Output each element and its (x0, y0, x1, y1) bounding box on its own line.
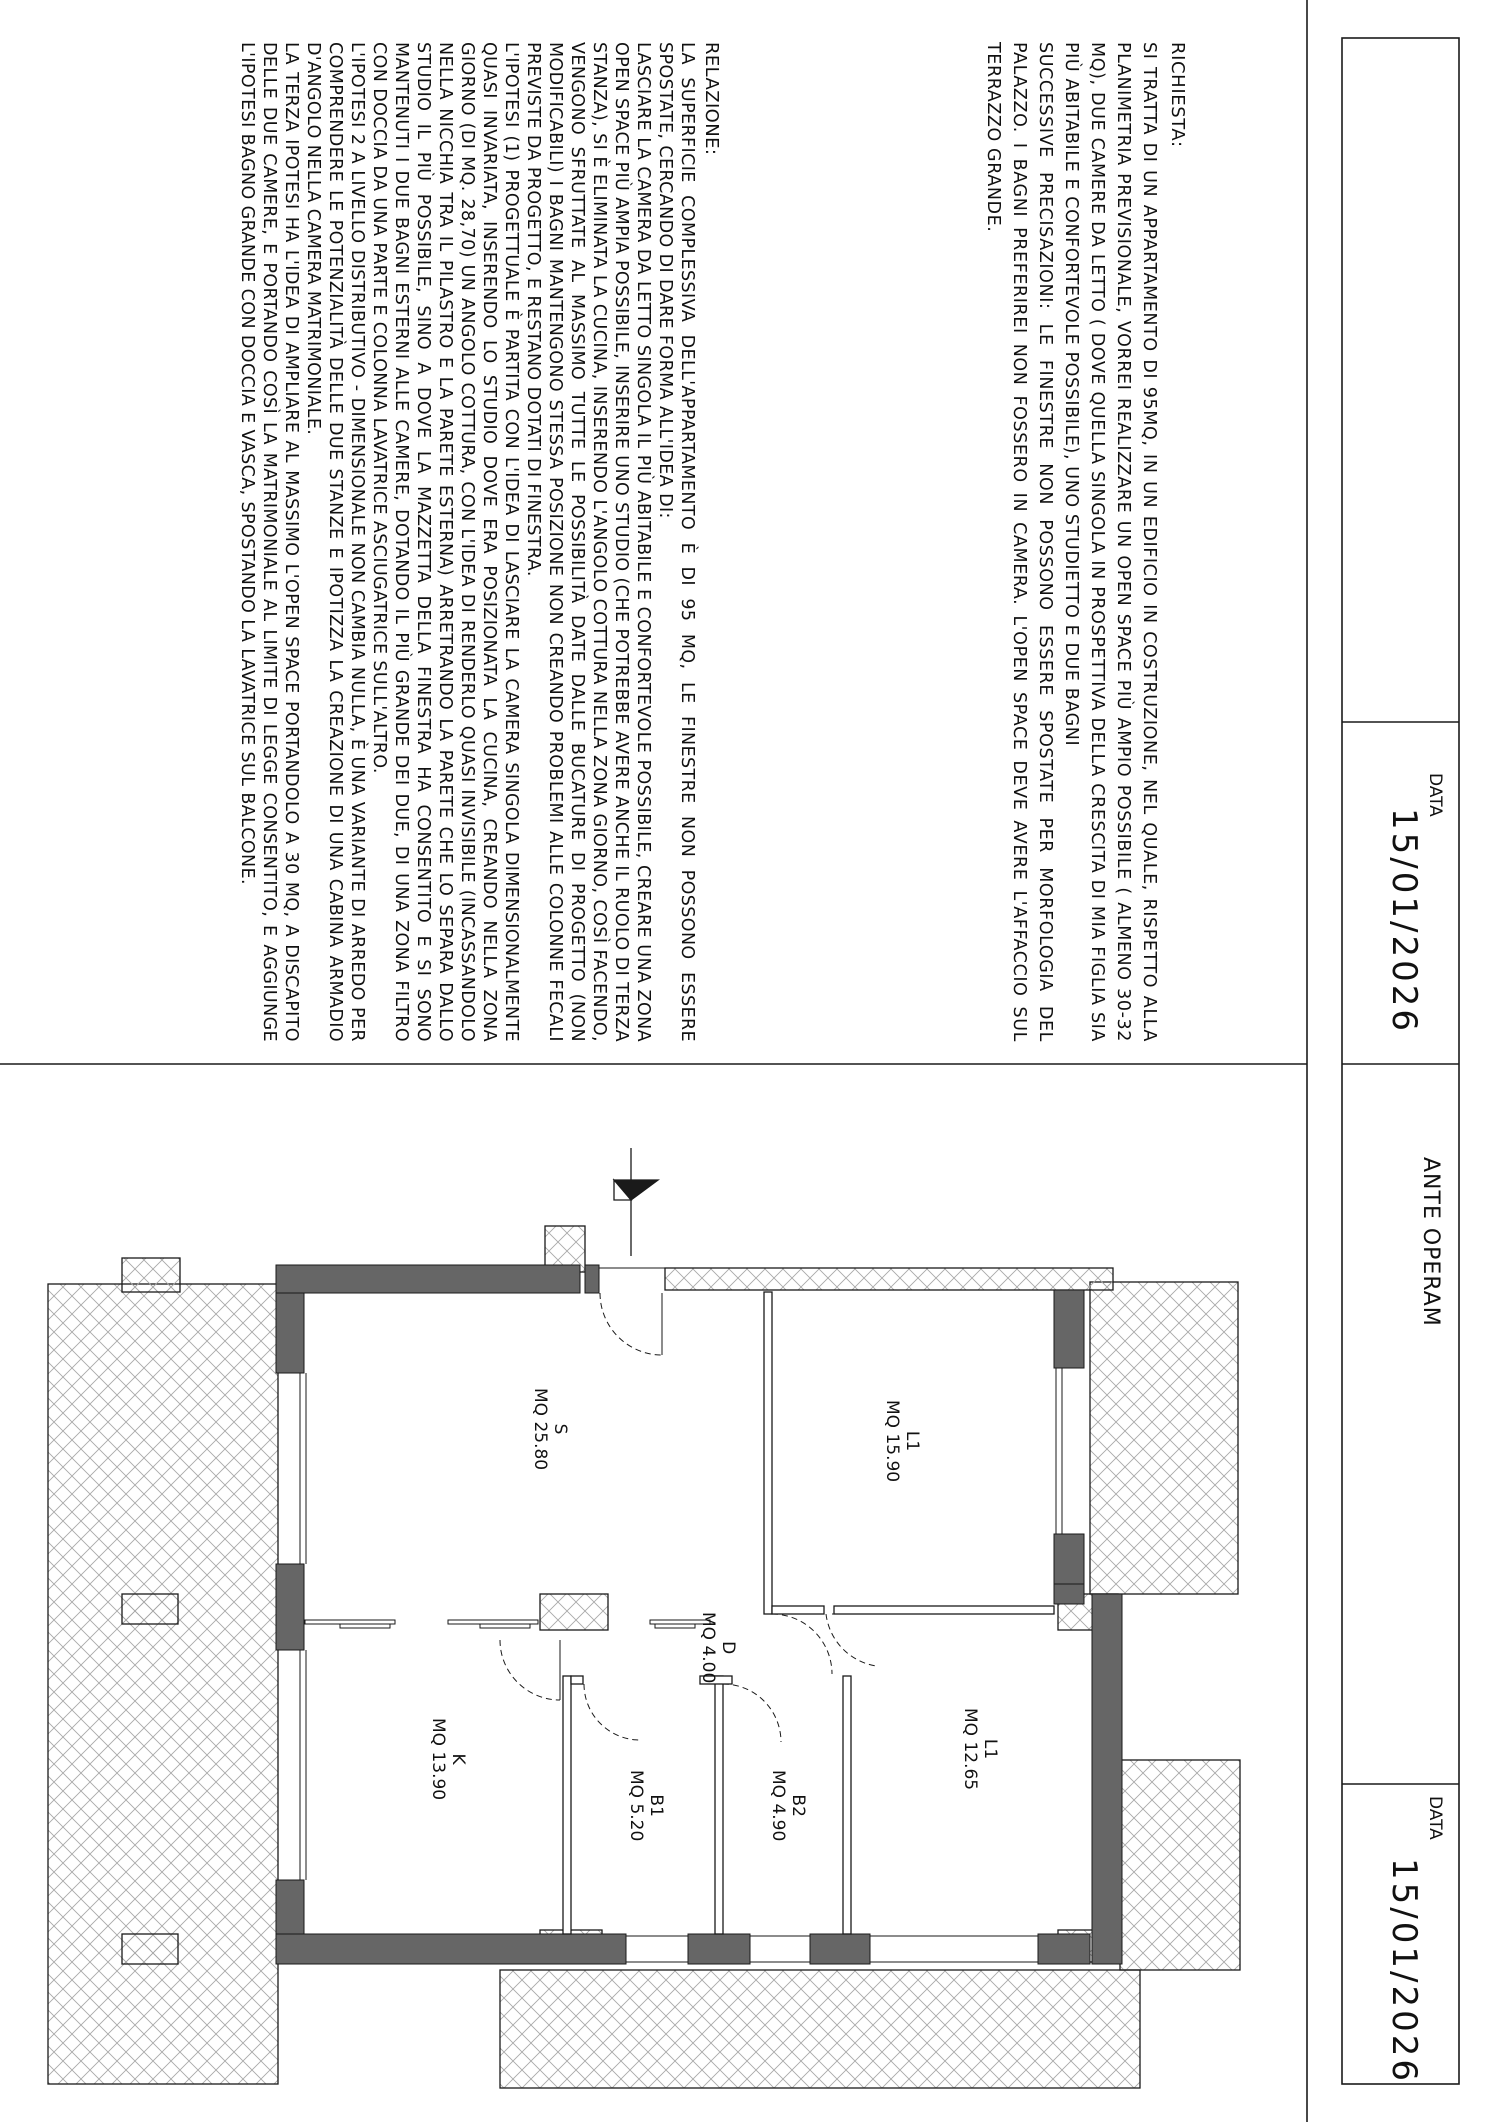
date-label: DATA (1425, 773, 1445, 817)
room-label-bathroom-2 (768, 1770, 808, 1841)
room-code: D (718, 1641, 738, 1655)
room-area: MQ 15.90 (882, 1400, 902, 1483)
room-area: MQ 4.00 (698, 1612, 718, 1684)
relation-paragraph: LA TERZA IPOTESI HA L'IDEA DI AMPLIARE AL MASSIMO L'OPEN SPACE PORTANDOLO A 30 MQ, A DISCAPITO DELLE DUE CAMERE, E PORTANDO COSÌ LA MATRIMONIALE AL LIMITE DI LEGGE CONSENTITO, E AGGIUNGE L'IPOTESI BAGNO GRANDE CON DOCCIA E VASCA, SPOSTANDO LA LAVATRICE SUL BALCONE. (237, 42, 301, 1042)
room-label-bedroom-single (882, 1400, 922, 1482)
room-label-corridor (698, 1612, 738, 1683)
request-text-block (980, 42, 1190, 1042)
relation-paragraph: L'IPOTESI (1) PROGETTUALE È PARTITA CON L'IDEA DI LASCIARE LA CAMERA SINGOLA DIMENSIONALMENTE QUASI INVARIATA, INSERENDO LO STUDIO DOVE ERA POSIZIONATA LA CUCINA, CREANDO NELLA ZONA GIORNO (DI MQ. 28,70) UN ANGOLO COTTURA, CON L'IDEA DI RENDERLO QUASI INVISIBILE (INCASSANDOLO NELLA NICCHIA TRA IL PILASTRO E LA PARETE ESTERNA) ARRETRANDO LA PARETE CHE LO SEPARA DALLO STUDIO IL PIÙ POSSIBILE, SINO A DOVE LA MAZZETTA DELLA FINESTRA HA CONSENTITO E SI SONO MANTENUTI I DUE BAGNI ESTERNI ALLE CAMERE, DOTANDO IL PIÙ GRANDE DEI DUE, DI UNA ZONA FILTRO CON DOCCIA DA UNA PARTE E COLONNA LAVATRICE ASCIUGATRICE SULL'ALTRO. (369, 42, 521, 1042)
date-value: 15/01/2026 (1384, 1858, 1424, 2084)
relation-heading: RELAZIONE: (701, 42, 722, 156)
door-swings (500, 1293, 876, 1742)
date-value: 15/01/2026 (1384, 808, 1424, 1034)
relation-text-block (236, 42, 722, 1042)
relation-paragraph: L'IPOTESI 2 A LIVELLO DISTRIBUTIVO - DIMENSIONALE NON CAMBIA NULLA, È UNA VARIANTE DI ARREDO PER COMPRENDERE LE POTENZIALITÀ DELLE DUE STANZE E IPOTIZZA LA CREAZIONE DI UNA CABINA ARMADIO D'ANGOLO NELLA CAMERA MATRIMONIALE. (303, 42, 367, 1042)
terrace-bottom (500, 1970, 1140, 2088)
balcony-top (1090, 1282, 1238, 1594)
room-area: MQ 4.90 (768, 1770, 788, 1842)
request-heading: RICHIESTA: (1167, 42, 1188, 148)
relation-paragraph: LA SUPERFICIE COMPLESSIVA DELL'APPARTAMENTO È DI 95 MQ, LE FINESTRE NON POSSONO ESSERE SPOSTATE, CERCANDO DI DARE FORMA ALL'IDEA DI: (655, 42, 697, 1042)
request-paragraph: SI TRATTA DI UN APPARTAMENTO DI 95MQ, IN UN EDIFICIO IN COSTRUZIONE, NEL QUALE, RISPETTO ALLA PLANIMETRIA PREVISIONALE, VORREI REALIZZARE UN OPEN SPACE PIÙ AMPIO POSSIBILE ( ALMENO 30-32 MQ), DUE CAMERE DA LETTO ( DOVE QUELLA SINGOLA IN PROSPETTIVA DELLA CRESCITA DI MIA FIGLIA SIA PIÙ ABITABILE E CONFORTEVOLE POSSIBILE), UNO STUDIETTO E DUE BAGNI (1061, 42, 1159, 1042)
room-code: B1 (646, 1794, 666, 1817)
room-code: S (550, 1423, 570, 1435)
room-area: MQ 5.20 (626, 1770, 646, 1842)
date-label: DATA (1425, 1796, 1445, 1840)
room-code: K (448, 1753, 468, 1765)
room-code: L1 (980, 1738, 1000, 1760)
room-area: MQ 12.65 (960, 1708, 980, 1791)
room-label-living (530, 1388, 570, 1470)
entrance-marker (614, 1148, 658, 1256)
drawing-title: ANTE OPERAM (1418, 1157, 1443, 1327)
balcony-bottom (1120, 1760, 1240, 1970)
sliding-doors (305, 1620, 710, 1628)
room-code: L1 (902, 1430, 922, 1452)
room-code: B2 (788, 1794, 808, 1817)
room-label-bathroom-1 (626, 1770, 666, 1841)
room-label-kitchen (428, 1718, 468, 1800)
relation-paragraph: LASCIARE LA CAMERA DA LETTO SINGOLA IL PIÙ ABITABILE E CONFORTEVOLE POSSIBILE, CREARE UNA ZONA OPEN SPACE PIÙ AMPIA POSSIBILE, INSERIRE UNO STUDIO (CHE POTREBBE AVERE ANCHE IL RUOLO DI TERZA STANZA), SI È ELIMINATA LA CUCINA, INSERENDO L'ANGOLO COTTURA NELLA ZONA GIORNO, COSÌ FACENDO, VENGONO SFRUTTATE AL MASSIMO TUTTE LE POSSIBILITÀ DATE DALLE BUCATURE DI PROGETTO (NON MODIFICABILI) I BAGNI MANTENGONO STESSA POSIZIONE NON CREANDO PROBLEMI ALLE COLONNE FECALI PREVISTE DA PROGETTO, E RESTANO DOTATI DI FINESTRA. (523, 42, 653, 1042)
parapet-top (665, 1268, 1113, 1290)
request-paragraph: SUCCESSIVE PRECISAZIONI: LE FINESTRE NON POSSONO ESSERE SPOSTATE PER MORFOLOGIA DEL PALAZZO. I BAGNI PREFERIREI NON FOSSERO IN CAMERA. L'OPEN SPACE DEVE AVERE L'AFFACCIO SUL TERRAZZO GRANDE. (983, 42, 1055, 1042)
window-lines (300, 1268, 1062, 1962)
room-area: MQ 13.90 (428, 1718, 448, 1801)
room-label-bedroom-double (960, 1708, 1000, 1790)
room-area: MQ 25.80 (530, 1388, 550, 1471)
